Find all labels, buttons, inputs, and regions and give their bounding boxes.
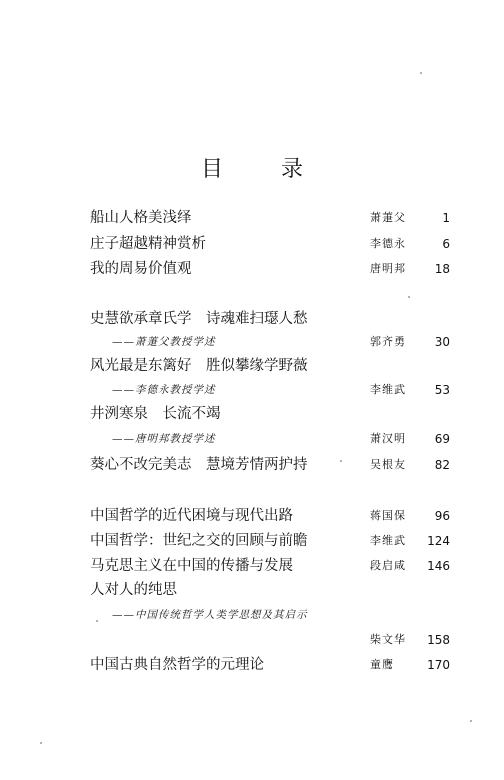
entry-page: 1	[442, 211, 450, 225]
entry-title: 马克思主义在中国的传播与发展	[90, 558, 293, 574]
entry-page: 170	[427, 658, 450, 672]
entry-author: 郭齐勇	[370, 335, 406, 348]
toc-entry	[90, 207, 450, 229]
entry-author: 唐明邦	[370, 262, 406, 275]
entry-title: 中国古典自然哲学的元理论	[90, 657, 264, 673]
entry-page: 158	[427, 633, 450, 647]
toc-entry	[90, 355, 450, 377]
entry-author: 柴文华	[370, 633, 406, 646]
entry-author: 童鹰	[370, 658, 394, 671]
toc-heading: 目录	[200, 157, 361, 182]
entry-author: 萧汉明	[370, 432, 406, 445]
entry-title: 庄子超越精神赏析	[90, 236, 206, 252]
entry-author: 李维武	[370, 534, 406, 547]
toc-entry	[90, 403, 450, 425]
entry-subtitle: ——萧萐父教授学述	[112, 336, 216, 348]
entry-title: 我的周易价值观	[90, 261, 192, 277]
scan-speck	[408, 296, 410, 298]
entry-page: 146	[427, 559, 450, 573]
entry-title: 中国哲学：世纪之交的回顾与前瞻	[90, 533, 308, 549]
toc-entry	[90, 308, 450, 330]
scan-speck	[40, 742, 42, 744]
scan-speck	[96, 620, 98, 622]
toc-entry-subtitle	[90, 379, 450, 401]
toc-entry	[90, 555, 450, 577]
entry-page: 18	[434, 262, 450, 276]
toc-entry-subtitle	[90, 428, 450, 450]
entry-title: 风光最是东篱好 胜似攀缘学野薇	[90, 358, 308, 374]
entry-author: 李德永	[370, 237, 406, 250]
toc-entry	[90, 530, 450, 552]
entry-subtitle: ——李德永教授学述	[112, 384, 216, 396]
entry-page: 6	[442, 237, 450, 251]
entry-page: 53	[434, 383, 450, 397]
toc-entry	[90, 579, 450, 601]
toc-entry	[90, 654, 450, 676]
entry-author: 李维武	[370, 383, 406, 396]
entry-page: 96	[434, 509, 450, 523]
toc-entry-subtitle	[90, 331, 450, 353]
entry-page: 82	[434, 458, 450, 472]
entry-author: 萧萐父	[370, 211, 406, 224]
entry-title: 中国哲学的近代困境与现代出路	[90, 508, 293, 524]
entry-subtitle: ——中国传统哲学人类学思想及其启示	[112, 609, 308, 621]
entry-author: 吴根友	[370, 458, 406, 471]
toc-entry	[90, 233, 450, 255]
entry-title: 葵心不改完美志 慧境芳情两护持	[90, 457, 308, 473]
toc-entry	[90, 454, 450, 476]
toc-entry	[90, 505, 450, 527]
scan-speck	[420, 72, 422, 74]
entry-page: 124	[427, 534, 450, 548]
entry-author: 段启咸	[370, 559, 406, 572]
toc-entry-subtitle	[90, 604, 450, 626]
entry-subtitle: ——唐明邦教授学述	[112, 433, 216, 445]
scan-speck	[470, 720, 472, 722]
entry-title: 人对人的纯思	[90, 582, 177, 598]
toc-entry	[90, 258, 450, 280]
entry-title: 井洌寒泉 长流不竭	[90, 406, 221, 422]
entry-author: 蒋国保	[370, 509, 406, 522]
toc-entry-author-line	[90, 629, 450, 651]
entry-page: 69	[434, 432, 450, 446]
entry-page: 30	[434, 335, 450, 349]
scan-speck	[340, 460, 342, 462]
entry-title: 船山人格美浅绎	[90, 210, 192, 226]
entry-title: 史慧欲承章氏学 诗魂难扫璱人愁	[90, 311, 308, 327]
